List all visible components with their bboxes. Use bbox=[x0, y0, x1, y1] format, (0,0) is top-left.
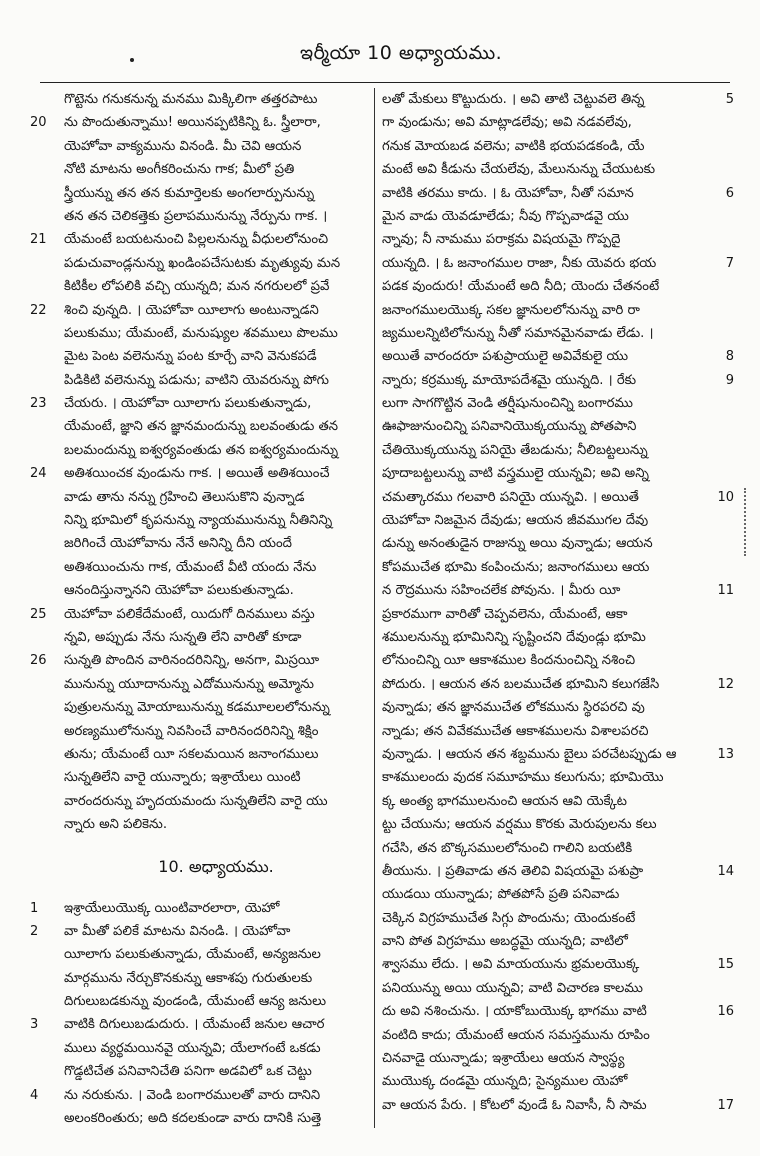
verse-text: నిన్ని భూమిలో కృపనున్ను న్యాయమునున్ను నీతినిన్ని bbox=[64, 513, 333, 529]
verse-text: పుత్రులనున్ను మోయాబునున్ను కడమూలలలోనున్ను bbox=[64, 700, 330, 716]
text-line bbox=[382, 322, 734, 345]
verse-number: 25 bbox=[30, 606, 47, 622]
text-line bbox=[30, 790, 368, 813]
verse-text: కిటికీల లోపలికి వచ్చి యున్నది; మన నగరులలో ప్రవే bbox=[64, 279, 330, 295]
text-line bbox=[30, 88, 368, 111]
text-line bbox=[30, 205, 368, 228]
verse-number: 16 bbox=[717, 1004, 734, 1020]
text-line bbox=[382, 111, 734, 134]
text-line bbox=[30, 135, 368, 158]
verse-number: 23 bbox=[30, 396, 47, 412]
verse-text: దిగులుబడకున్ను వుండండి, యేమంటే ఆన్య జనులు bbox=[64, 994, 327, 1010]
text-line bbox=[382, 883, 734, 906]
verse-text: యేమంటే బయటనుంచి పిల్లలనున్ను వీధులలోనుంచి bbox=[64, 232, 329, 248]
text-line bbox=[382, 603, 734, 626]
page-title: ఇర్మీయా 10 అధ్యాయము. bbox=[300, 42, 503, 64]
verse-text: కోపముచేత భూమి కంపించును; జనాంగములు ఆయ bbox=[382, 559, 650, 575]
text-line bbox=[30, 1107, 368, 1128]
text-line bbox=[382, 88, 734, 111]
text-line bbox=[382, 673, 734, 696]
verse-number: 15 bbox=[717, 957, 734, 973]
verse-text: పడక వుందురు! యేమంటే అది నీది; యెందు చేతనంటే bbox=[382, 279, 660, 295]
text-line bbox=[382, 369, 734, 392]
text-line bbox=[382, 392, 734, 415]
verse-number: 20 bbox=[30, 115, 47, 131]
verse-text: జనాంగములయొక్క సకల జ్ఞానులలోనున్ను వారి రా bbox=[382, 302, 640, 318]
text-line bbox=[382, 626, 734, 649]
verse-number: 26 bbox=[30, 653, 47, 669]
verse-text: ను పొందుతున్నాము! అయినప్పటికిన్ని ఓ. స్త్రీలారా, bbox=[64, 115, 321, 131]
text-line bbox=[30, 967, 368, 990]
text-line bbox=[382, 415, 734, 438]
verse-text: అతిశయించక వుండును గాక. । అయితే అతిశయించే bbox=[64, 466, 330, 482]
text-line bbox=[30, 299, 368, 322]
text-line bbox=[30, 369, 368, 392]
text-line bbox=[382, 1070, 734, 1093]
text-line bbox=[30, 603, 368, 626]
verse-number: 14 bbox=[717, 863, 734, 879]
verse-text: సున్నతి పొందిన వారినందరినిన్ని, అనగా, మిస్రయీ bbox=[64, 653, 320, 669]
text-line bbox=[30, 1060, 368, 1083]
text-line bbox=[30, 182, 368, 205]
verse-text: చేయరు. । యెహోవా యీలాగు పలుకుతున్నాడు, bbox=[64, 396, 312, 412]
verse-text: న్నవి, అప్పుడు నేను సున్నతి లేని వారితో కూడా bbox=[64, 629, 302, 645]
verse-text: కాశములందు వుదక సమూహము కలుగును; భూమియొ bbox=[382, 770, 664, 786]
text-line bbox=[382, 766, 734, 789]
page-header bbox=[40, 38, 730, 83]
verse-text: వాటికి తరము కాదు. । ఓ యెహోవా, నీతో సమాన bbox=[382, 185, 634, 201]
verse-text: పనియున్ను అయి యున్నవి; వాటి విచారణ కాలము bbox=[382, 980, 643, 996]
text-line bbox=[30, 579, 368, 602]
verse-text: న్నారు అని పలికెను. bbox=[64, 817, 168, 833]
verse-text: క్క అంత్య భాగములనుంచి ఆయన ఆవి యెక్కేట bbox=[382, 793, 627, 809]
text-line bbox=[30, 228, 368, 251]
verse-text: పోదురు. । ఆయన తన బలముచేత భూమిని కలుగజేసి bbox=[382, 676, 660, 692]
verse-text: డున్ను అనంతుడైన రాజున్ను అయి వున్నాడు; ఆయన bbox=[382, 536, 653, 552]
text-line bbox=[382, 1047, 734, 1070]
verse-text: లతో మేకులు కొట్టుదురు. । అవి తాటి చెట్టువలె తిన్న bbox=[382, 92, 645, 107]
text-line bbox=[382, 205, 734, 228]
margin-dots bbox=[744, 488, 748, 556]
text-line bbox=[30, 439, 368, 462]
text-line bbox=[382, 158, 734, 181]
verse-text: చెక్కిన విగ్రహముచేత సిగ్గు పొందును; యెందుకంటే bbox=[382, 910, 636, 926]
verse-text: అతిశయించును గాక, యేమంటే వీటి యందు నేను bbox=[64, 559, 317, 575]
verse-number: 5 bbox=[725, 92, 734, 107]
verse-text: వారందరున్ను హృదయమందు సున్నతిలేని వారై యు bbox=[64, 793, 328, 809]
text-line bbox=[30, 766, 368, 789]
verse-text: చేతియొక్కయున్ను పనియై తేబడును; నీలిబట్టలున్ను bbox=[382, 442, 648, 458]
verse-number: 13 bbox=[717, 746, 734, 762]
text-line bbox=[382, 743, 734, 766]
verse-text: వా మీతో పలికే మాటను వినండి. । యెహోవా bbox=[64, 923, 291, 939]
verse-number: 10 bbox=[717, 489, 734, 505]
text-line bbox=[30, 532, 368, 555]
verse-text: సున్నతిలేని వారై యున్నారు; ఇశ్రాయేలు యింటి bbox=[64, 770, 301, 786]
chapter-heading: 10. అధ్యాయము. bbox=[158, 856, 274, 876]
verse-text: తును; యేమంటే యీ సకలమయిన జనాంగములు bbox=[64, 746, 319, 762]
text-line bbox=[382, 907, 734, 930]
verse-text: ను నరుకును. । వెండి బంగారములతో వారు దానిని bbox=[64, 1087, 321, 1103]
verse-text: అరణ్యములోనున్ను నివసించే వారినందరినిన్ని శిక్షిం bbox=[64, 723, 319, 739]
text-line bbox=[382, 532, 734, 555]
verse-text: మునున్ను యూదానున్ను ఎదోమునున్ను అమ్మోను bbox=[64, 676, 314, 692]
text-line bbox=[30, 743, 368, 766]
verse-text: మార్గమును నేర్చుకొనకున్ను ఆకాశపు గురుతులకు bbox=[64, 970, 313, 986]
verse-number: 22 bbox=[30, 302, 47, 318]
verse-text: గొడ్డటిచేత పనివానిచేతి పనిగా అడవిలో ఒక చెట్టు bbox=[64, 1064, 312, 1080]
verse-text: యుడయి యున్నాడు; పోతపోసే ప్రతి పనివాడు bbox=[382, 887, 620, 903]
text-line bbox=[382, 556, 734, 579]
verse-text: లుగా సాగగొట్టిన వెండి తర్షీషునుంచిన్ని బంగారము bbox=[382, 396, 633, 412]
text-line bbox=[30, 626, 368, 649]
text-line bbox=[30, 252, 368, 275]
text-line bbox=[382, 696, 734, 719]
header-dot bbox=[130, 58, 134, 62]
text-line bbox=[382, 1024, 734, 1047]
text-line bbox=[30, 673, 368, 696]
verse-text: తీయును. । ప్రతివాడు తన తెలివి విషయమై పశుప్రా bbox=[382, 863, 644, 879]
verse-number: 11 bbox=[717, 583, 734, 599]
text-line bbox=[382, 790, 734, 813]
verse-text: న్నారు; కర్రముక్క మాయోపదేశమై యున్నది. । రేకు bbox=[382, 372, 637, 388]
verse-text: యెహోవా పలికేదేమంటే, యిదుగో దినములు వస్తు bbox=[64, 606, 315, 622]
verse-text: శించి వున్నది. । యెహోవా యీలాగు అంటున్నాడని bbox=[64, 302, 319, 318]
text-line bbox=[382, 509, 734, 532]
text-line bbox=[382, 1000, 734, 1023]
verse-text: న్నాడు; తన వివేకముచేత ఆకాశములను విశాలపరచి bbox=[382, 723, 649, 739]
text-line bbox=[30, 943, 368, 966]
text-line bbox=[30, 322, 368, 345]
text-line bbox=[382, 837, 734, 860]
text-line bbox=[30, 556, 368, 579]
verse-text: న రౌద్రమును సహించలేక పోవును. । మీరు యీ bbox=[382, 583, 621, 599]
text-line bbox=[30, 813, 368, 836]
text-line bbox=[382, 135, 734, 158]
text-line bbox=[382, 486, 734, 509]
verse-text: చమత్కారము గలవారి పనియై యున్నవి. । అయితే bbox=[382, 489, 639, 505]
text-line bbox=[30, 275, 368, 298]
text-line bbox=[382, 977, 734, 1000]
verse-number: 6 bbox=[725, 185, 734, 201]
verse-number: 4 bbox=[30, 1087, 39, 1103]
text-line bbox=[30, 920, 368, 943]
verse-text: యేమంటే, జ్ఞాని తన జ్ఞానమందున్ను బలవంతుడు తన bbox=[64, 419, 339, 435]
text-line bbox=[382, 649, 734, 672]
verse-text: గచేసి, తన బొక్కసములలోనుంచి గాలిని బయటికి bbox=[382, 840, 633, 856]
verse-text: లోనుంచిన్ని యీ ఆకాశముల కిందనుంచిన్ని నశించి bbox=[382, 653, 636, 669]
verse-text: తన తన చెలికత్తెకు ప్రలాపమునున్ను నేర్పును గాక. । bbox=[64, 208, 328, 224]
verse-number: 24 bbox=[30, 466, 47, 482]
verse-number: 21 bbox=[30, 232, 47, 248]
left-column bbox=[30, 88, 368, 1128]
verse-text: వున్నాడు; తన జ్ఞానముచేత లోకమును స్థిరపరచి వు bbox=[382, 700, 645, 716]
text-line bbox=[30, 345, 368, 368]
text-line bbox=[382, 860, 734, 883]
text-line bbox=[30, 158, 368, 181]
text-line bbox=[382, 720, 734, 743]
text-line bbox=[382, 252, 734, 275]
verse-text: పూదాబట్టలున్ను వాటి వస్త్రములై యున్నవి; అవి అన్ని bbox=[382, 466, 649, 482]
verse-text: పడుచువాండ్లనున్ను ఖండింపచేసుటకు మృత్యువు మన bbox=[64, 255, 341, 271]
verse-number: 12 bbox=[717, 676, 734, 692]
verse-text: జ్యములన్నిటిలోనున్ను నీతో సమానమైనవాడు లేడు. । bbox=[382, 325, 654, 341]
verse-text: అయితే వారందరూ పశుప్రాయులై అవివేకులై యు bbox=[382, 349, 629, 365]
verse-text: జరిగించే యెహోవాను నేనే అనిన్ని దీని యందే bbox=[64, 536, 292, 552]
verse-text: యున్నది. । ఓ జనాంగముల రాజా, నీకు యెవరు భయ bbox=[382, 255, 657, 271]
verse-text: వాని పోత విగ్రహము అబద్ధమై యున్నది; వాటిలో bbox=[382, 934, 628, 950]
verse-text: ఊఫాజునుంచిన్ని పనివానియొక్కయున్ను పోతపాని bbox=[382, 419, 637, 435]
text-line bbox=[382, 182, 734, 205]
verse-text: స్త్రీయున్ను తన తన కుమార్తెలకు అంగలార్పునున్ను bbox=[64, 185, 315, 201]
text-line bbox=[30, 1084, 368, 1107]
verse-text: శ్వాసము లేదు. । అవి మాయయును భ్రమలయొక్క bbox=[382, 957, 640, 973]
verse-text: యీలాగు పలుకుతున్నాడు, యేమంటే, అన్యజనుల bbox=[64, 947, 321, 963]
text-line bbox=[382, 1094, 734, 1117]
verse-text: వున్నాడు. । ఆయన తన శబ్దమును బైలు పరచేటప్పుడు ఆ bbox=[382, 746, 677, 762]
text-line bbox=[30, 990, 368, 1013]
text-line bbox=[382, 813, 734, 836]
verse-text: పిడికిటి వలెనున్ను పడును; వాటిని యెవరున్ను పోగు bbox=[64, 372, 329, 388]
verse-number: 8 bbox=[725, 349, 734, 365]
text-line bbox=[30, 392, 368, 415]
text-line bbox=[30, 462, 368, 485]
text-line bbox=[382, 930, 734, 953]
verse-number: 2 bbox=[30, 923, 39, 939]
verse-text: గా వుండును; అవి మాట్లాడలేవు; అవి నడవలేవు, bbox=[382, 115, 632, 131]
text-line bbox=[30, 509, 368, 532]
verse-text: యెహోవా వాక్యమును వినండి. మీ చెవి ఆయన bbox=[64, 138, 302, 154]
text-line bbox=[382, 462, 734, 485]
text-line bbox=[30, 720, 368, 743]
text-line bbox=[30, 1013, 368, 1036]
verse-text: పలుకుము; యేమంటే, మనుష్యుల శవములు పొలము bbox=[64, 325, 338, 341]
text-line bbox=[30, 649, 368, 672]
right-column bbox=[382, 88, 734, 1128]
verse-number: 9 bbox=[725, 372, 734, 388]
verse-text: వా ఆయన పేరు. । కోటలో వుండే ఓ నివాసీ, నీ సామ bbox=[382, 1097, 647, 1113]
verse-text: ఆనందిస్తున్నానని యెహోవా పలుకుతున్నాడు. bbox=[64, 583, 294, 599]
verse-text: ప్రకారముగా వారితో చెప్పవలెను, యేమంటే, ఆకా bbox=[382, 606, 628, 622]
text-line bbox=[30, 111, 368, 134]
verse-text: అలంకరింతురు; అది కదలకుండా వారు దానికి సుత్తె bbox=[64, 1111, 322, 1127]
verse-text: గనుక మోయబడ వలెను; వాటికి భయపడకండి, యే bbox=[382, 138, 645, 154]
text-line bbox=[382, 228, 734, 251]
text-line bbox=[30, 696, 368, 719]
text-line bbox=[382, 579, 734, 602]
column-divider bbox=[374, 88, 375, 1128]
verse-text: వంటిది కాదు; యేమంటే ఆయన సమస్తమును రూపిం bbox=[382, 1027, 650, 1043]
verse-text: గొట్టెను గనుకనున్న మనము మిక్కిలిగా తత్తరపాటు bbox=[64, 92, 318, 107]
text-line bbox=[382, 299, 734, 322]
text-line bbox=[30, 897, 368, 920]
verse-text: బలమందున్ను ఐశ్వర్యవంతుడు తన ఐశ్వర్యమందున్ను bbox=[64, 442, 339, 458]
verse-text: ముయొక్క దండమై యున్నది; సైన్యముల యెహో bbox=[382, 1074, 628, 1090]
verse-text: మైన వాడు యెవడూలేడు; నీవు గొప్పవాడవై యు bbox=[382, 208, 629, 224]
text-line bbox=[30, 486, 368, 509]
text-line bbox=[382, 953, 734, 976]
text-line bbox=[382, 345, 734, 368]
text-line bbox=[30, 415, 368, 438]
verse-number: 3 bbox=[30, 1017, 39, 1033]
verse-text: వాటికి దిగులుబడుదురు. । యేమంటే జనుల ఆచార bbox=[64, 1017, 325, 1033]
verse-text: ఇశ్రాయేలుయొక్క యింటివారలారా, యెహో bbox=[64, 900, 280, 916]
verse-text: యెహోవా నిజమైన దేవుడు; ఆయన జీవముగల దేవు bbox=[382, 513, 649, 529]
verse-text: చినవాడై యున్నాడు; ఇశ్రాయేలు ఆయన స్వాస్థ్య bbox=[382, 1051, 625, 1067]
verse-text: నోటి మాటను అంగీకరించును గాక; మీలో ప్రతి bbox=[64, 162, 295, 178]
text-line bbox=[30, 1037, 368, 1060]
verse-number: 7 bbox=[725, 255, 734, 271]
verse-number: 17 bbox=[717, 1097, 734, 1113]
verse-text: వాడు తాను నన్ను గ్రహించి తెలుసుకొని వున్నాడ bbox=[64, 489, 305, 505]
verse-text: మంటే అవి కీడును చేయలేవు, మేలునున్ను చేయుటకు bbox=[382, 162, 656, 178]
text-line bbox=[382, 275, 734, 298]
text-line bbox=[382, 439, 734, 462]
verse-text: న్నావు; నీ నామము పరాక్రమ విషయమై గొప్పదై bbox=[382, 232, 621, 248]
verse-text: శములనున్ను భూమినిన్ని సృష్టించని దేవుండ్లు భూమి bbox=[382, 629, 646, 645]
verse-text: ములు వ్యర్థమయినవై యున్నవి; యేలాగంటే ఒకడు bbox=[64, 1040, 321, 1056]
verse-text: ట్టు చేయును; ఆయన వర్షము కొరకు మెరుపులను కలు bbox=[382, 817, 657, 833]
verse-text: మైట పెంట వలెనున్ను పంట కూర్చే వాని వెనుకపడే bbox=[64, 349, 317, 365]
verse-number: 1 bbox=[30, 900, 39, 916]
verse-text: దు అవి నశించును. । యాకోబుయొక్క భాగము వాటి bbox=[382, 1004, 647, 1020]
